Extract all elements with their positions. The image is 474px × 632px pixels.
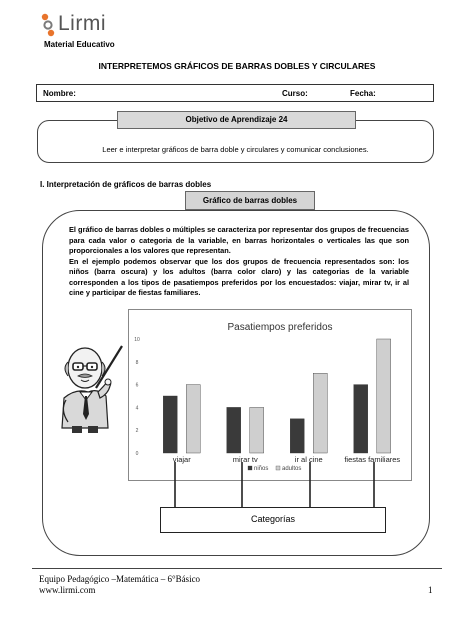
explanation-text (69, 225, 409, 299)
nombre-label: Nombre: (43, 89, 76, 98)
x-tick-label: fiestas familiares (344, 455, 401, 464)
brand-name: Lirmi (58, 12, 106, 35)
explanation-paragraph-2: En el ejemplo podemos observar que los dos grupos de frecuencia representados son: los niños (barra oscura) y los adultos (barra color claro) y las categorias de la variable corresponden a los tipos de pasatiempos preferidos por los encuestados: viajar, mirar tv, ir al cine y participar de fiestas familiares. (69, 256, 409, 297)
x-tick-label: viajar (172, 455, 191, 464)
y-tick-label: 10 (134, 337, 140, 343)
legend-label: niños (254, 466, 269, 472)
footer-team: Equipo Pedagógico –Matemática – 6°Básico (39, 574, 201, 584)
bar-adultos (186, 385, 200, 453)
section-tab: Gráfico de barras dobles (185, 191, 315, 210)
footer-divider (32, 568, 442, 569)
brand-subtitle: Material Educativo (44, 40, 115, 49)
x-tick-label: ir al cine (294, 455, 323, 464)
bar-ninos (354, 385, 368, 453)
chart-title: Pasatiempos preferidos (227, 322, 333, 333)
y-tick-label: 4 (135, 405, 139, 412)
legend-label: adultos (282, 466, 302, 472)
bar-adultos (250, 407, 264, 453)
fecha-label: Fecha: (350, 89, 376, 98)
bar-chart (128, 309, 412, 481)
explanation-paragraph-1: El gráfico de barras dobles o múltiples se caracteriza por representar dos grupos de frecuencias para cada valor o categoria de la variable, en barras horizontales o verticales las que son proporcionales a los valores que representan. (69, 225, 409, 255)
y-tick-label: 8 (135, 359, 139, 366)
y-tick-label: 2 (135, 428, 139, 435)
category-connectors (170, 462, 390, 510)
lirmi-logo-icon (38, 12, 58, 38)
teacher-illustration (50, 338, 130, 434)
x-tick-label: mirar tv (232, 455, 258, 464)
y-tick-label: 0 (135, 451, 139, 457)
student-info-box (36, 84, 434, 102)
objective-tab: Objetivo de Aprendizaje 24 (117, 111, 356, 129)
y-tick-label: 6 (135, 382, 139, 389)
categorias-box (160, 507, 386, 533)
bar-adultos (377, 339, 391, 453)
bar-adultos (313, 373, 327, 453)
bar-ninos (227, 407, 241, 453)
bar-ninos (163, 396, 177, 453)
objective-text: Leer e interpretar gráficos de barra doble y circulares y comunicar conclusiones. (102, 145, 369, 154)
page-number: 1 (428, 585, 433, 595)
categorias-label: Categorías (250, 514, 296, 524)
page-title: INTERPRETEMOS GRÁFICOS DE BARRAS DOBLES Y CIRCULARES (98, 61, 376, 71)
curso-label: Curso: (282, 89, 308, 98)
section-heading: I. Interpretación de gráficos de barras dobles (40, 180, 212, 189)
bar-ninos (290, 419, 304, 453)
footer-website: www.lirmi.com (39, 585, 96, 595)
